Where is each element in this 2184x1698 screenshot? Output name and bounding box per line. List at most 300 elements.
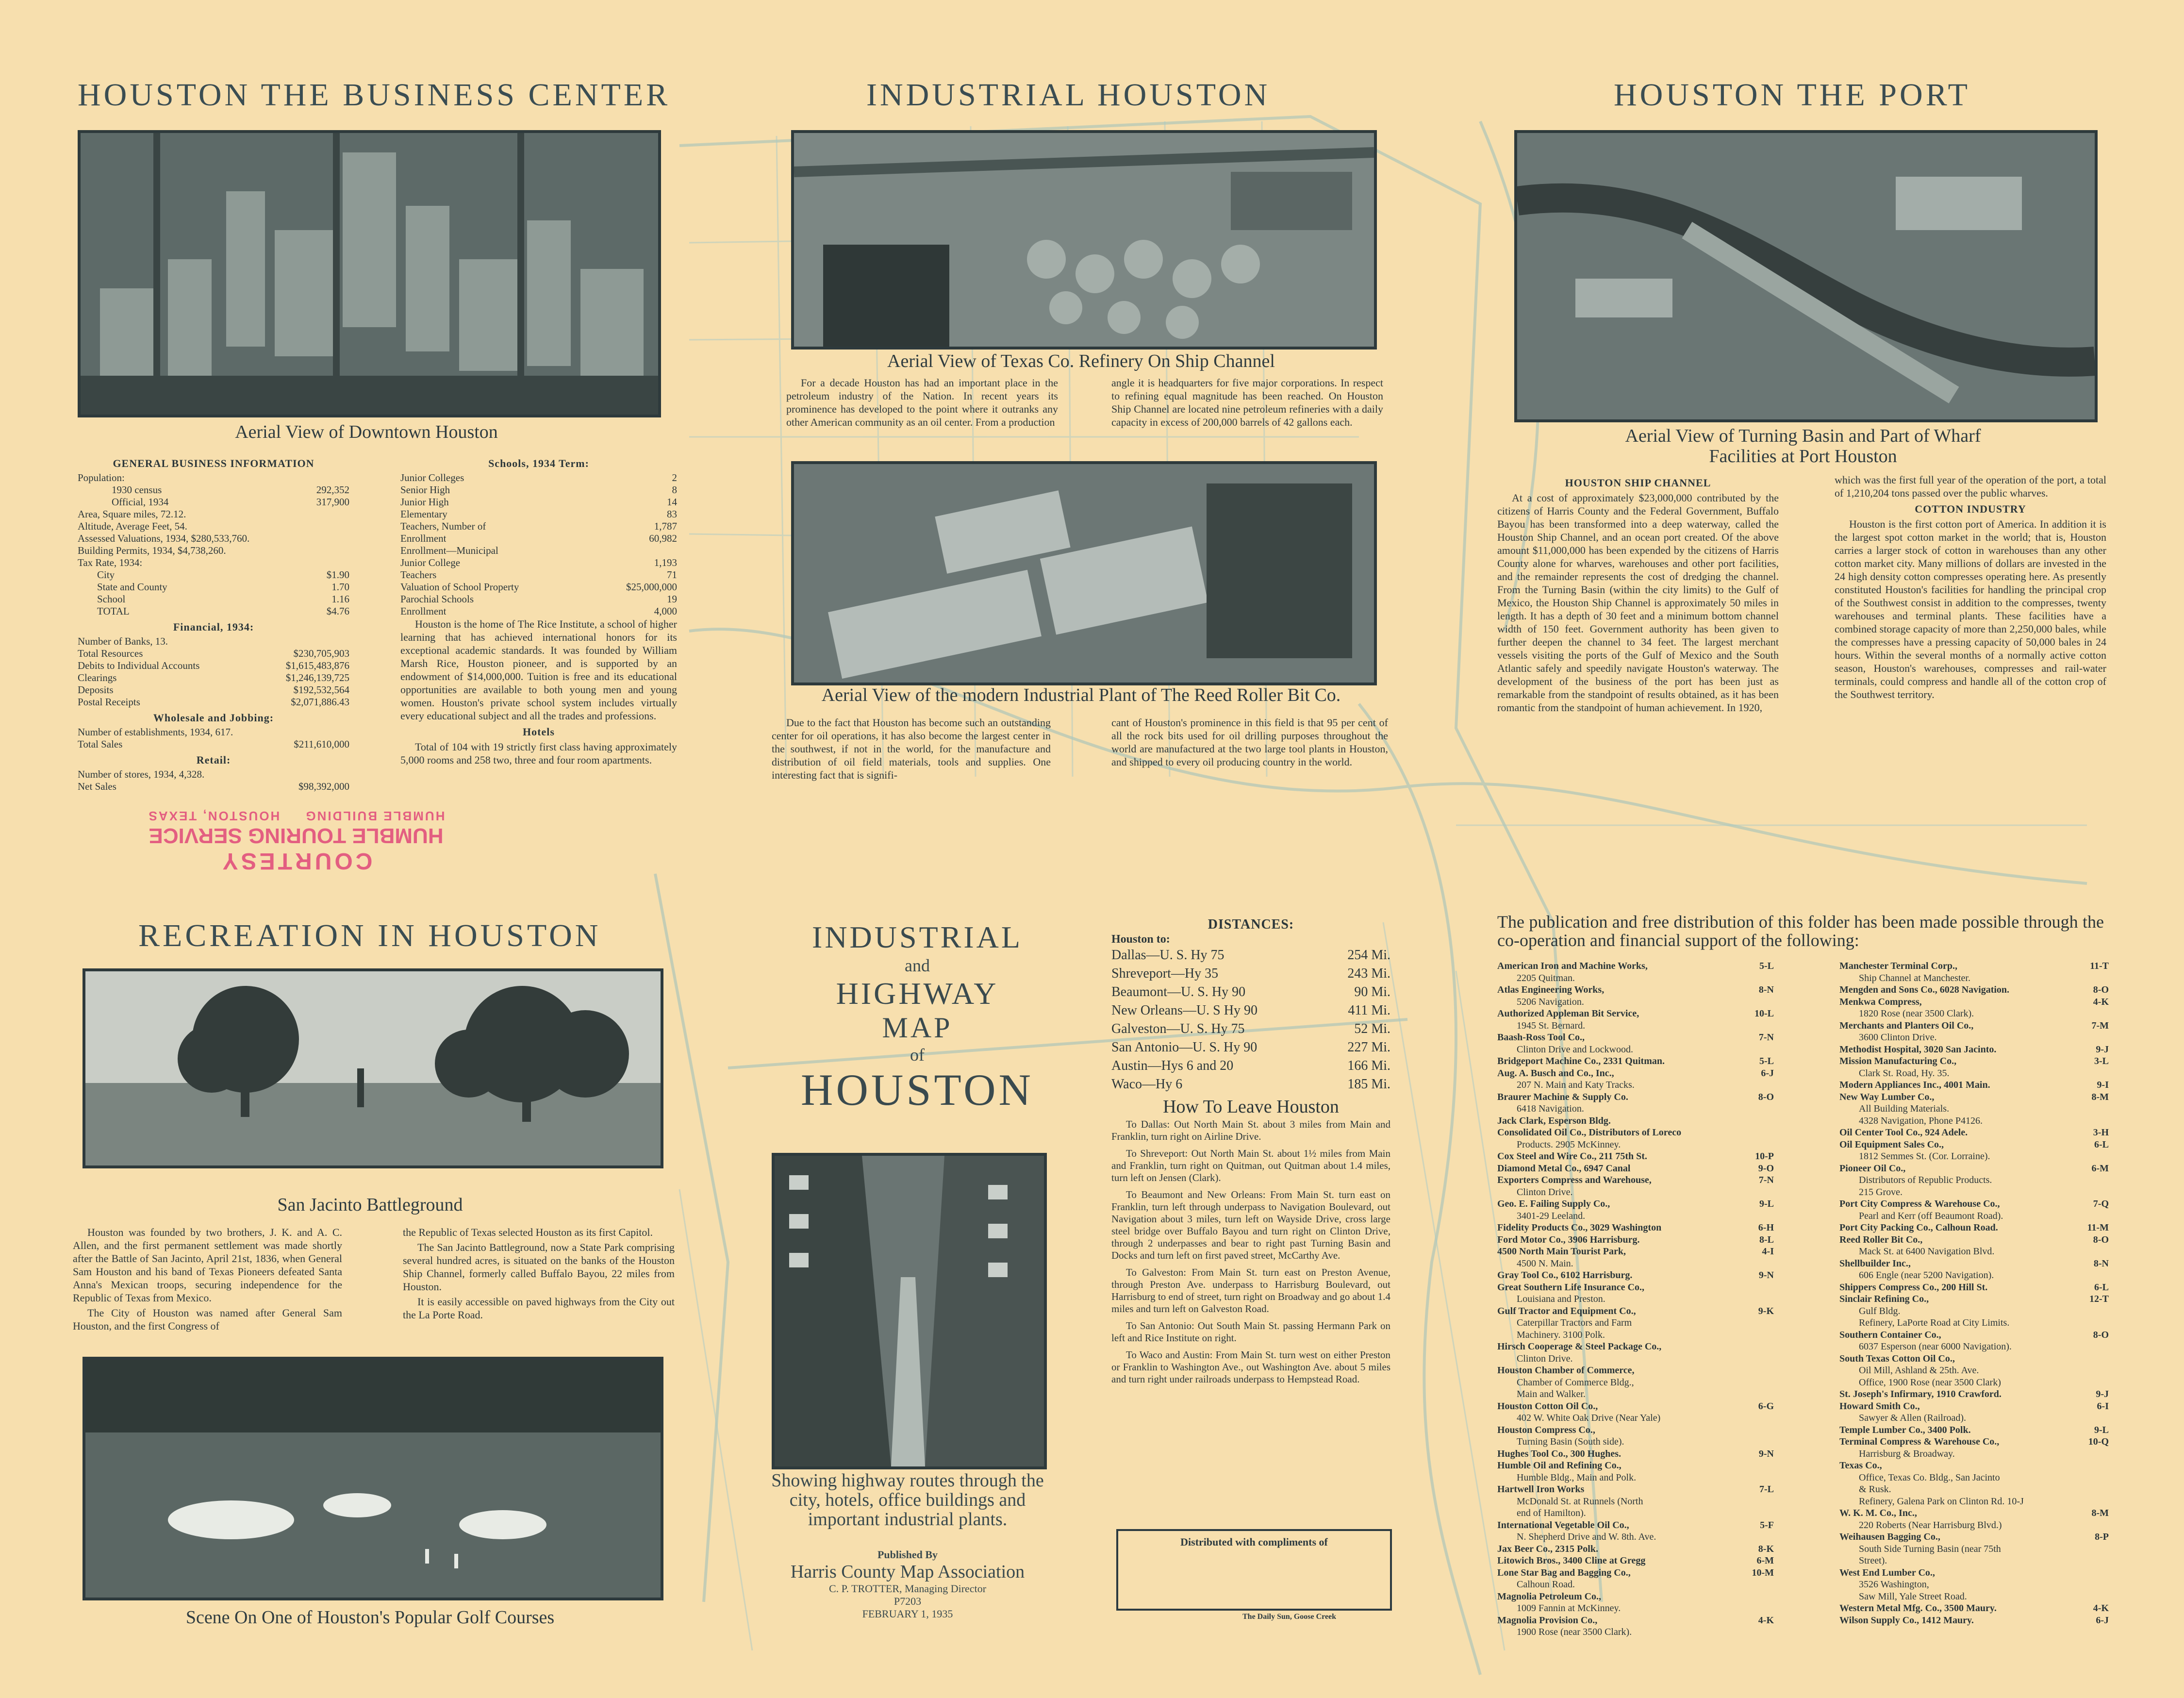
advertiser-address: 3526 Washington, — [1859, 1579, 1929, 1590]
grid-code: 9-J — [2096, 1389, 2109, 1399]
grid-code: 8-L — [1759, 1234, 1774, 1245]
advertiser-row — [1497, 1341, 1774, 1353]
published-by: Published By — [877, 1548, 938, 1561]
advertiser-entry — [1497, 1567, 1774, 1591]
stat-label: Altitude, Average Feet, 54. — [78, 520, 187, 532]
grid-code: 9-N — [1758, 1448, 1774, 1459]
advertiser-entry — [1839, 1388, 2109, 1400]
grid-code: 9-I — [2097, 1080, 2109, 1090]
advertiser-entry — [1497, 1591, 1774, 1615]
advertiser-row — [1839, 1139, 2109, 1151]
leave-direction: To Shreveport: Out North Main St. about 1½ miles from Main and Franklin, turn right on Quitman, out Quitman about 1.4 miles, turn left on Jensen (Clark). — [1111, 1148, 1390, 1183]
title-line-highway: HIGHWAY — [836, 976, 999, 1011]
advertiser-name: Shippers Compress Co., 200 Hill St. — [1839, 1282, 1988, 1293]
stat-label: Net Sales — [78, 781, 116, 792]
advertiser-name: Exporters Compress and Warehouse, — [1497, 1175, 1652, 1185]
grid-code: 8-N — [2093, 1258, 2109, 1269]
advertiser-row — [1839, 1258, 2109, 1270]
stat-label: Junior College — [400, 557, 461, 568]
recreation-para-5: It is easily accessible on paved highways from the City out the La Porte Road. — [403, 1296, 675, 1321]
ship-channel-text-2: which was the first full year of the operation of the port, a total of 1,210,204 tons passed over the public wharves. — [1835, 474, 2106, 499]
advertiser-name: Magnolia Petroleum Co., — [1497, 1591, 1602, 1602]
hotels-text: Total of 104 with 19 strictly first class having approximately 5,000 rooms and 258 two, three and four room apartments. — [400, 741, 677, 766]
stat-value: $98,392,000 — [298, 781, 349, 792]
grid-code: 4-K — [2093, 996, 2109, 1007]
stat-row — [78, 484, 349, 496]
advertiser-name: Diamond Metal Co., 6947 Canal — [1497, 1163, 1631, 1174]
advertiser-name: Authorized Appleman Bit Service, — [1497, 1008, 1639, 1019]
stat-label: Shreveport—Hy 35 — [1111, 966, 1219, 981]
grid-code: 6-M — [1756, 1555, 1774, 1566]
advertiser-row — [1839, 1436, 2109, 1448]
advertiser-name: Mengden and Sons Co., 6028 Navigation. — [1839, 984, 2010, 995]
stat-row — [78, 569, 349, 581]
advertiser-address: Main and Walker. — [1517, 1389, 1586, 1399]
advertiser-entry — [1497, 1198, 1774, 1222]
advertiser-address: Refinery, LaPorte Road at City Limits. — [1859, 1317, 2010, 1328]
port-text-right — [1835, 473, 2106, 703]
advertiser-address: Distributors of Republic Products. — [1859, 1175, 1992, 1185]
stat-label: Number of stores, 1934, 4,328. — [78, 768, 205, 780]
advertiser-row — [1497, 1305, 1774, 1317]
stat-row — [1111, 1038, 1390, 1057]
advertiser-name: Hirsch Cooperage & Steel Package Co., — [1497, 1341, 1662, 1352]
advertiser-row — [1497, 1067, 1774, 1080]
advertiser-name: Wilson Supply Co., 1412 Maury. — [1839, 1615, 1974, 1626]
stat-value: $1,246,139,725 — [285, 672, 349, 683]
stat-label: TOTAL — [97, 605, 130, 617]
stat-label: Valuation of School Property — [400, 581, 519, 593]
distances-title: DISTANCES: — [1208, 917, 1294, 932]
heading-recreation: RECREATION IN HOUSTON — [138, 918, 601, 953]
grid-code: 8-M — [2091, 1091, 2109, 1102]
advertiser-name: Terminal Compress & Warehouse Co., — [1839, 1436, 2000, 1447]
advertiser-name: Port City Packing Co., Calhoun Road. — [1839, 1222, 1998, 1233]
advertiser-name: Lone Star Bag and Bagging Co., — [1497, 1567, 1631, 1578]
stat-value: 243 Mi. — [1347, 966, 1390, 981]
advertiser-address: 3401-29 Leeland. — [1517, 1210, 1586, 1221]
stat-label: Galveston—U. S. Hy 75 — [1111, 1021, 1245, 1036]
advertiser-address: Chamber of Commerce Bldg., — [1517, 1377, 1634, 1388]
recreation-text-right — [403, 1226, 675, 1323]
advertiser-address: Clinton Drive and Lockwood. — [1517, 1044, 1633, 1055]
advertiser-entry — [1839, 1222, 2109, 1234]
stat-row — [78, 533, 349, 545]
industrial-text2-left — [772, 716, 1051, 783]
industrial-para-2: angle it is headquarters for five major corporations. In respect to refining equal magnitude has been reached. On Houston Ship Channel are located nine petroleum refineries with a daily capacity in excess of 200,000 barrels of 42 gallons each. — [1111, 377, 1383, 428]
advertiser-name: Houston Compress Co., — [1497, 1424, 1595, 1435]
advertiser-address: Clinton Drive. — [1517, 1186, 1573, 1198]
grid-code: 3-L — [2094, 1056, 2109, 1066]
stat-label: Number of Banks, 13. — [78, 635, 168, 647]
advertiser-entry — [1497, 1055, 1774, 1067]
stat-row — [400, 533, 677, 545]
advertiser-name: Ford Motor Co., 3906 Harrisburg. — [1497, 1234, 1640, 1245]
advertiser-row — [1839, 1388, 2109, 1400]
stat-value: 1.70 — [331, 581, 349, 593]
advertiser-entry — [1839, 996, 2109, 1020]
stat-label: Enrollment—Municipal — [400, 545, 498, 556]
advertiser-address: Humble Bldg., Main and Polk. — [1517, 1472, 1637, 1483]
ship-channel-title: HOUSTON SHIP CHANNEL — [1565, 477, 1711, 489]
stat-label: Number of establishments, 1934, 617. — [78, 726, 233, 738]
advertiser-name: Jack Clark, Esperson Bldg. — [1497, 1115, 1611, 1126]
advertiser-entry — [1839, 1079, 2109, 1091]
grid-code: 6-M — [2091, 1163, 2109, 1174]
grid-code: 8-P — [2095, 1532, 2109, 1542]
advertiser-entry — [1497, 1448, 1774, 1460]
advertiser-address: Louisiana and Preston. — [1517, 1294, 1605, 1304]
stat-label: Parochial Schools — [400, 593, 474, 605]
advertiser-name: Cox Steel and Wire Co., 211 75th St. — [1497, 1151, 1647, 1162]
downtown-caption: Aerial View of Downtown Houston — [235, 422, 498, 442]
stat-label: 1930 census — [112, 484, 162, 496]
grid-code — [1770, 1460, 1774, 1472]
advertiser-row — [1839, 1091, 2109, 1103]
advertiser-row — [1497, 1543, 1774, 1555]
stat-label: Enrollment — [400, 605, 447, 617]
advertiser-row — [1497, 1055, 1774, 1067]
stat-value: 8 — [672, 484, 677, 496]
advertiser-address: South Side Turning Basin (near 75th — [1859, 1543, 2001, 1554]
stat-row — [1111, 1075, 1390, 1094]
grid-code: 8-O — [1758, 1091, 1774, 1102]
stat-label: Official, 1934 — [112, 496, 169, 508]
financial-rows — [78, 635, 349, 708]
grid-code: 6-J — [1761, 1067, 1774, 1079]
golf-image — [85, 1360, 661, 1598]
stat-row — [1111, 1057, 1390, 1075]
advertiser-entry — [1839, 1602, 2109, 1615]
stat-row — [78, 605, 349, 617]
advertiser-row — [1839, 1079, 2109, 1091]
advertiser-address: end of Hamilton). — [1517, 1508, 1586, 1518]
grid-code — [2105, 1460, 2109, 1472]
stat-row — [400, 520, 677, 533]
map-title-block — [757, 920, 1077, 1114]
industrial-para-1: For a decade Houston has had an important place in the petroleum industry of the Nation. In recent years its prominence has developed to the point where it outranks any other American community as an oil center. From a production — [786, 377, 1058, 428]
grid-code: 7-N — [1758, 1032, 1774, 1043]
advertiser-entry — [1497, 1555, 1774, 1567]
reed-photo — [791, 461, 1377, 685]
advertiser-row — [1497, 1163, 1774, 1175]
stat-label: Total Resources — [78, 648, 143, 659]
advertiser-row — [1497, 1198, 1774, 1210]
advertiser-row — [1839, 1282, 2109, 1294]
advertiser-name: Hartwell Iron Works — [1497, 1484, 1585, 1495]
advertiser-entry — [1497, 1032, 1774, 1055]
stat-row — [1111, 965, 1390, 983]
title-line-map: MAP — [882, 1012, 953, 1044]
advertiser-row — [1839, 1198, 2109, 1210]
leave-title: How To Leave Houston — [1163, 1097, 1339, 1117]
recreation-para-2: The City of Houston was named after General Sam Houston, and the first Congress of — [73, 1307, 342, 1332]
advertiser-address: Refinery, Galena Park on Clinton Rd. 10-J — [1859, 1496, 2024, 1507]
advertiser-address: 6418 Navigation. — [1517, 1103, 1584, 1114]
turning-basin-caption-1: Aerial View of Turning Basin and Part of Wharf — [1625, 426, 1981, 446]
advertiser-row — [1839, 1020, 2109, 1032]
schools-info — [400, 454, 677, 768]
advertiser-row — [1839, 1567, 2109, 1579]
advertiser-name: New Way Lumber Co., — [1839, 1091, 1935, 1102]
leave-direction: To Dallas: Out North Main St. about 3 miles from Main and Franklin, turn right on Airline Drive. — [1111, 1118, 1390, 1142]
stat-label: Enrollment — [400, 533, 447, 544]
advertiser-entry — [1839, 1329, 2109, 1353]
advertiser-entry — [1839, 1044, 2109, 1056]
grid-code — [1770, 1341, 1774, 1353]
stat-row — [1111, 1001, 1390, 1020]
advertiser-address: 215 Grove. — [1859, 1186, 1903, 1198]
grid-code: 7-M — [2091, 1020, 2109, 1031]
downtown-image — [81, 133, 658, 415]
stat-value: 292,352 — [316, 484, 349, 496]
heading-industrial: INDUSTRIAL HOUSTON — [866, 77, 1271, 113]
advertiser-address: Calhoun Road. — [1517, 1579, 1575, 1590]
advertiser-entry — [1497, 1008, 1774, 1032]
advertiser-row — [1497, 984, 1774, 996]
advertiser-entry — [1839, 1424, 2109, 1436]
stat-label: Waco—Hy 6 — [1111, 1077, 1183, 1092]
advertiser-address: McDonald St. at Runnels (North — [1517, 1496, 1643, 1507]
heading-port: HOUSTON THE PORT — [1614, 77, 1970, 113]
stat-row — [78, 545, 349, 557]
advertiser-entry — [1497, 1282, 1774, 1305]
advertiser-entry — [1497, 1341, 1774, 1365]
stat-value: 1,787 — [654, 520, 677, 532]
advertiser-row — [1839, 1163, 2109, 1175]
stat-row — [78, 648, 349, 660]
advertiser-entry — [1497, 1091, 1774, 1115]
stat-value: 227 Mi. — [1347, 1040, 1390, 1055]
advertiser-address: 1900 Rose (near 3500 Clark). — [1517, 1627, 1632, 1637]
wholesale-title: Wholesale and Jobbing: — [153, 712, 274, 724]
advertiser-address: Clinton Drive. — [1517, 1353, 1573, 1364]
stat-row — [78, 496, 349, 508]
refinery-image — [794, 133, 1374, 347]
advertiser-address: Saw Mill, Yale Street Road. — [1859, 1591, 1967, 1602]
advertiser-address: Mack St. at 6400 Navigation Blvd. — [1859, 1246, 1995, 1257]
grid-code: 12-T — [2089, 1294, 2109, 1304]
stat-value: 60,982 — [649, 533, 677, 544]
advertiser-row — [1497, 1460, 1774, 1472]
grid-code: 6-H — [1758, 1222, 1774, 1233]
advertiser-row — [1497, 1127, 1774, 1139]
advertiser-name: Great Southern Life Insurance Co., — [1497, 1282, 1644, 1293]
stat-row — [1111, 1020, 1390, 1038]
advertiser-row — [1497, 1448, 1774, 1460]
cotton-text: Houston is the first cotton port of America. In addition it is the largest spot cotton market in the world; that is, Houston carries a larger stock of cotton in warehouses than any other cotton market city. Many millions of dollars are invested in the 24 high density cotton compresses operating here. As presently constituted Houston's facilities for handling the principal crop of the Southwest consist in addition to the compresses, twenty warehouses and terminal plants. These facilities have a combined storage capacity of more than 2,250,000 bales, while the compresses have a pressing capacity of 50,000 bales in 24 hours. Within the several months of a normally active cotton season, Houston's warehouses, compresses and rail-water terminals, could compress and handle all of the cotton crop of the Southwest territory. — [1835, 518, 2106, 700]
stat-label: Postal Receipts — [78, 696, 140, 708]
advertiser-entry — [1839, 1293, 2109, 1329]
advertisers-column-2 — [1839, 960, 2109, 1626]
grid-code: 4-K — [1758, 1615, 1774, 1626]
stat-row — [400, 581, 677, 593]
grid-code: 8-O — [2093, 1234, 2109, 1245]
grid-code: 5-L — [1759, 961, 1774, 971]
advertiser-address: 1009 Fannin at McKinney. — [1517, 1603, 1621, 1614]
stat-label: Total Sales — [78, 738, 123, 750]
schools-title: Schools, 1934 Term: — [488, 457, 589, 469]
advertiser-row — [1497, 1519, 1774, 1532]
street-image — [775, 1156, 1044, 1466]
advertiser-address: Machinery. 3100 Polk. — [1517, 1329, 1605, 1340]
stat-row — [78, 581, 349, 593]
refinery-caption: Aerial View of Texas Co. Refinery On Ship Channel — [887, 351, 1275, 371]
advertiser-row — [1839, 1234, 2109, 1246]
wholesale-rows — [78, 726, 349, 750]
grid-code: 6-I — [2097, 1400, 2109, 1412]
advertiser-name: Bridgeport Machine Co., 2331 Quitman. — [1497, 1056, 1665, 1066]
stat-row — [400, 484, 677, 496]
advertiser-name: 4500 North Main Tourist Park, — [1497, 1246, 1626, 1257]
advertiser-name: Merchants and Planters Oil Co., — [1839, 1020, 1974, 1031]
advertiser-address: 6037 Esperson (near 6000 Navigation). — [1859, 1341, 2012, 1352]
managing-director: C. P. TROTTER, Managing Director — [828, 1582, 987, 1595]
advertiser-entry — [1839, 1127, 2109, 1139]
grid-code: 3-H — [2093, 1127, 2109, 1138]
grid-code: 6-J — [2096, 1615, 2109, 1626]
advertiser-name: W. K. M. Co., Inc., — [1839, 1508, 1917, 1518]
advertiser-entry — [1497, 1174, 1774, 1198]
stat-row — [400, 472, 677, 484]
stat-value: 14 — [667, 496, 677, 508]
stat-value: $4.76 — [326, 605, 349, 617]
grid-code: 7-N — [1758, 1175, 1774, 1185]
business-info — [78, 454, 349, 793]
stat-row — [78, 472, 349, 484]
stat-row — [400, 557, 677, 569]
advertiser-name: Manchester Terminal Corp., — [1839, 961, 1957, 971]
advertiser-address: Office, Texas Co. Bldg., San Jacinto — [1859, 1472, 2000, 1483]
advertiser-row — [1839, 996, 2109, 1008]
san-jacinto-caption: San Jacinto Battleground — [277, 1195, 463, 1215]
advertiser-name: Texas Co., — [1839, 1460, 1882, 1471]
stat-label: Clearings — [78, 672, 117, 683]
advertiser-name: International Vegetable Oil Co., — [1497, 1519, 1629, 1531]
stat-value: 254 Mi. — [1347, 948, 1390, 963]
advertiser-row — [1497, 1246, 1774, 1258]
stat-label: Deposits — [78, 684, 114, 696]
advertiser-entry — [1497, 1365, 1774, 1400]
advertiser-name: Baash-Ross Tool Co., — [1497, 1032, 1585, 1043]
stat-label: Senior High — [400, 484, 450, 496]
advertiser-name: Sinclair Refining Co., — [1839, 1294, 1929, 1304]
stat-label: New Orleans—U. S Hy 90 — [1111, 1003, 1257, 1018]
grid-code: 6-G — [1758, 1400, 1774, 1412]
advertiser-address: 207 N. Main and Katy Tracks. — [1517, 1080, 1635, 1090]
grid-code: 6-L — [2094, 1282, 2109, 1293]
stat-value: $1,615,483,876 — [285, 660, 349, 671]
advertiser-row — [1497, 1400, 1774, 1413]
advertiser-address: 402 W. White Oak Drive (Near Yale) — [1517, 1413, 1661, 1423]
title-line-and: and — [905, 956, 930, 975]
printer-credit: The Daily Sun, Goose Creek — [1242, 1613, 1337, 1621]
advertiser-name: Geo. E. Failing Supply Co., — [1497, 1199, 1610, 1209]
advertiser-row — [1497, 1424, 1774, 1436]
stat-row — [78, 508, 349, 520]
advertiser-entry — [1839, 1139, 2109, 1163]
golf-caption: Scene On One of Houston's Popular Golf Courses — [185, 1607, 555, 1628]
distances-subtitle: Houston to: — [1111, 933, 1170, 946]
retail-rows — [78, 768, 349, 793]
advertiser-entry — [1839, 1436, 2109, 1460]
advertiser-address: 1945 St. Bernard. — [1517, 1020, 1586, 1031]
stat-label: Teachers — [400, 569, 437, 581]
grid-code — [2105, 1353, 2109, 1365]
rice-text: Houston is the home of The Rice Institute, a school of higher learning that has achieved international honors for its exceptional academic standards. It was founded by William Marsh Rice, Houston pioneer, and is supported by an endowment of $14,000,000. Tuition is free and its educational opportunities are available to both young men and young women. Houston's private school system includes virtually every educational subject and all the trades and professions. — [400, 618, 677, 722]
advertiser-entry — [1497, 960, 1774, 984]
grid-code: 4-I — [1762, 1246, 1774, 1257]
advertiser-name: Gulf Tractor and Equipment Co., — [1497, 1305, 1636, 1316]
stat-label: Elementary — [400, 508, 447, 520]
stat-label: San Antonio—U. S. Hy 90 — [1111, 1040, 1257, 1055]
advertiser-row — [1497, 1615, 1774, 1627]
advertiser-name: St. Joseph's Infirmary, 1910 Crawford. — [1839, 1389, 2002, 1399]
advertiser-address: 1812 Semmes St. (Cor. Lorraine). — [1859, 1151, 1990, 1162]
advertiser-entry — [1839, 1258, 2109, 1282]
grid-code — [2105, 1567, 2109, 1579]
stat-row — [400, 496, 677, 508]
advertiser-row — [1497, 1591, 1774, 1603]
stat-label: Assessed Valuations, 1934, $280,533,760. — [78, 533, 250, 544]
advertiser-address: 5206 Navigation. — [1517, 996, 1584, 1007]
advertiser-row — [1497, 960, 1774, 972]
advertiser-name: Temple Lumber Co., 3400 Polk. — [1839, 1424, 1971, 1435]
grid-code — [1770, 1424, 1774, 1436]
stat-row — [78, 660, 349, 672]
turning-basin-photo — [1514, 130, 2098, 422]
advertiser-row — [1839, 1044, 2109, 1056]
industrial-text2-right — [1111, 716, 1388, 770]
stat-row — [1111, 983, 1390, 1001]
advertiser-entry — [1497, 1615, 1774, 1638]
stat-label: Austin—Hys 6 and 20 — [1111, 1058, 1234, 1073]
leave-direction: To Galveston: From Main St. turn east on Preston Avenue, through Preston Ave. underpass to Harrisburg Boulevard, out Harrisburg to end of street, turn right on Broadway and go about 1.4 miles and turn left on Galveston Road. — [1111, 1266, 1390, 1315]
advertiser-row — [1839, 1424, 2109, 1436]
stat-label: City — [97, 569, 115, 581]
advertiser-row — [1497, 1365, 1774, 1377]
stat-row — [78, 738, 349, 750]
advertiser-name: Braurer Machine & Supply Co. — [1497, 1091, 1628, 1102]
title-line-of: of — [910, 1045, 925, 1065]
leave-direction: To Waco and Austin: From Main St. turn west on either Preston or Franklin to Washington Ave., out Washington Ave. about 5 miles and turn right under railroads underpass to Hempstead Road. — [1111, 1349, 1390, 1385]
advertiser-row — [1497, 1032, 1774, 1044]
cotton-title: COTTON INDUSTRY — [1915, 503, 2026, 515]
publisher-name: Harris County Map Association — [790, 1562, 1025, 1582]
advertiser-address: 606 Engle (near 5200 Navigation). — [1859, 1270, 1994, 1281]
recreation-para-3: the Republic of Texas selected Houston as its first Capitol. — [403, 1226, 653, 1238]
advertiser-row — [1839, 1531, 2109, 1543]
advertiser-address: Pearl and Kerr (off Beaumont Road). — [1859, 1210, 2003, 1221]
advertiser-row — [1839, 1602, 2109, 1615]
advertiser-name: Litowich Bros., 3400 Cline at Gregg — [1497, 1555, 1646, 1566]
stat-row — [78, 672, 349, 684]
title-line-houston: HOUSTON — [801, 1065, 1034, 1115]
grid-code — [1770, 1115, 1774, 1127]
stamp-line1: COURTESY — [219, 848, 373, 874]
title-line-industrial: INDUSTRIAL — [812, 920, 1023, 954]
stat-value: $2,071,886.43 — [291, 696, 349, 708]
grid-code: 8-O — [2093, 1329, 2109, 1340]
advertiser-address: All Building Materials. — [1859, 1103, 1950, 1114]
advertiser-entry — [1839, 1507, 2109, 1531]
advertiser-name: Mission Manufacturing Co., — [1839, 1056, 1957, 1066]
stat-label: Population: — [78, 472, 125, 483]
advertiser-entry — [1839, 1091, 2109, 1127]
stat-value: 1.16 — [331, 593, 349, 605]
grid-code: 5-F — [1760, 1519, 1774, 1531]
advertiser-row — [1497, 1150, 1774, 1163]
